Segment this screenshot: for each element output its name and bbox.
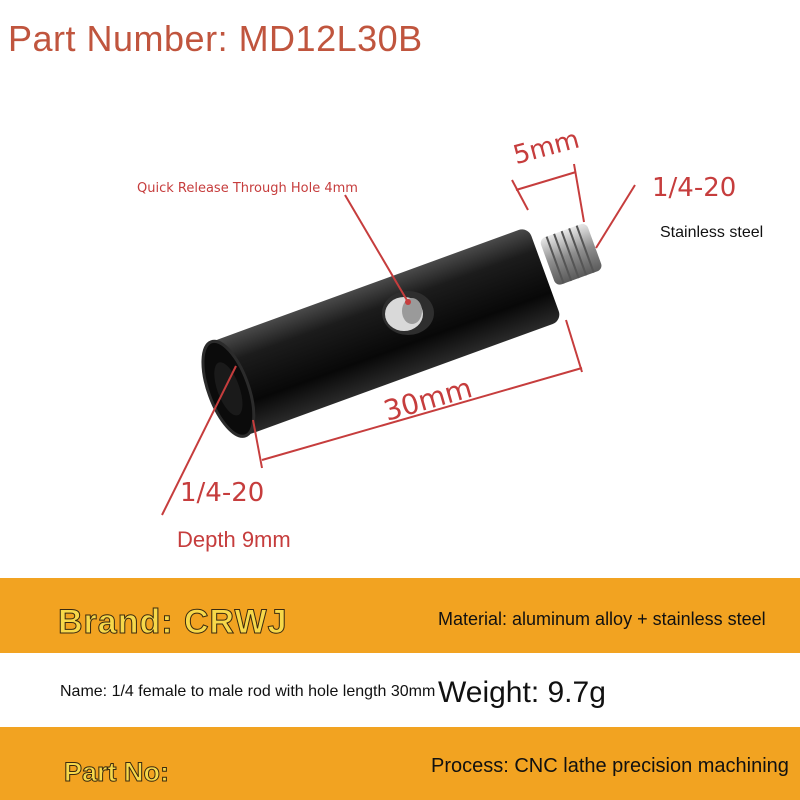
part-no-label: Part No:	[64, 757, 170, 787]
thread-top-label: 1/4-20	[652, 173, 737, 203]
length-5mm-label: 5mm	[510, 124, 583, 171]
brand-label: Brand: CRWJ	[58, 603, 288, 641]
page-title: Part Number: MD12L30B	[8, 18, 423, 59]
thread-bottom-label: 1/4-20	[180, 478, 265, 508]
process-label: Process: CNC lathe precision machining	[431, 755, 789, 777]
thread-top-material: Stainless steel	[660, 224, 764, 241]
weight-label: Weight: 9.7g	[438, 676, 606, 709]
depth-label: Depth 9mm	[177, 527, 291, 552]
length-30mm-label: 30mm	[380, 371, 476, 428]
thread-stud	[539, 222, 603, 286]
hole-label: Quick Release Through Hole 4mm	[137, 181, 358, 196]
rod-body	[192, 227, 562, 443]
product-illustration	[0, 80, 800, 580]
material-label: Material: aluminum alloy + stainless steel	[438, 609, 766, 629]
name-label: Name: 1/4 female to male rod with hole length 30mm	[60, 683, 436, 700]
